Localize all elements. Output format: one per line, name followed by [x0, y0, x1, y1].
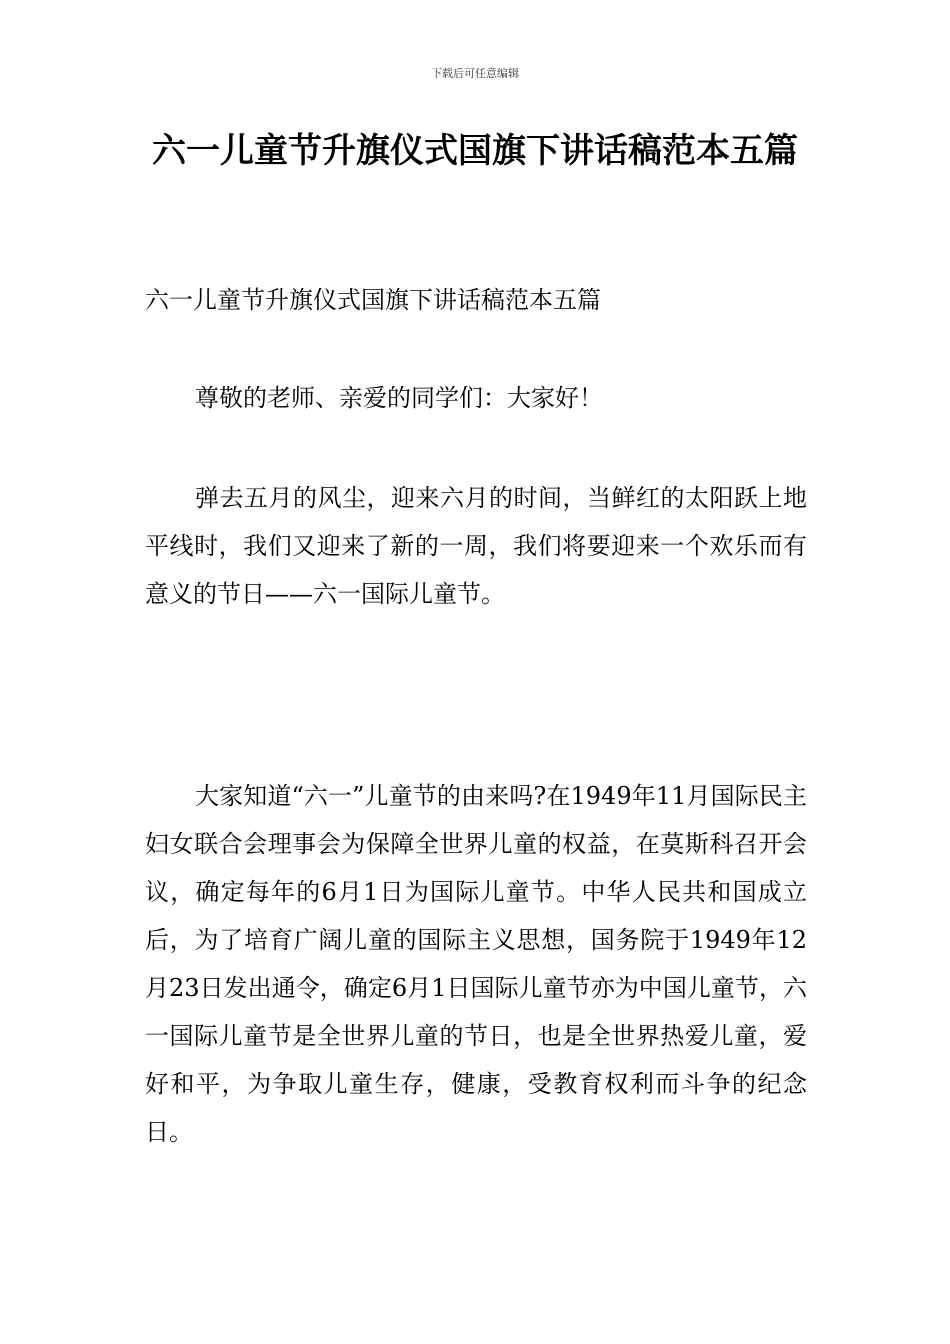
document-title: 六一儿童节升旗仪式国旗下讲话稿范本五篇 [152, 131, 798, 171]
body-paragraph-2: 大家知道“六一”儿童节的由来吗?在1949年11月国际民主妇女联合会理事会为保障全世界儿童的权益，在莫斯科召开会议，确定每年的6月1日为国际儿童节。中华人民共和国成立后，为了培育广阔儿童的国际主义思想，国务院于1949年12月23日发出通令，确定6月1日国际儿童节亦为中国儿童节，六一国际儿童节是全世界儿童的节日，也是全世界热爱儿童，爱好和平，为争取儿童生存，健康，受教育权利而斗争的纪念日。 [145, 782, 807, 1146]
greeting-paragraph: 尊敬的老师、亲爱的同学们：大家好！ [195, 384, 603, 412]
subtitle-paragraph: 六一儿童节升旗仪式国旗下讲话稿范本五篇 [145, 286, 601, 314]
body-paragraph-1: 弹去五月的风尘，迎来六月的时间，当鲜红的太阳跃上地平线时，我们又迎来了新的一周，我们将要迎来一个欢乐而有意义的节日——六一国际儿童节。 [145, 484, 807, 608]
header-note: 下载后可任意编辑 [431, 67, 519, 80]
